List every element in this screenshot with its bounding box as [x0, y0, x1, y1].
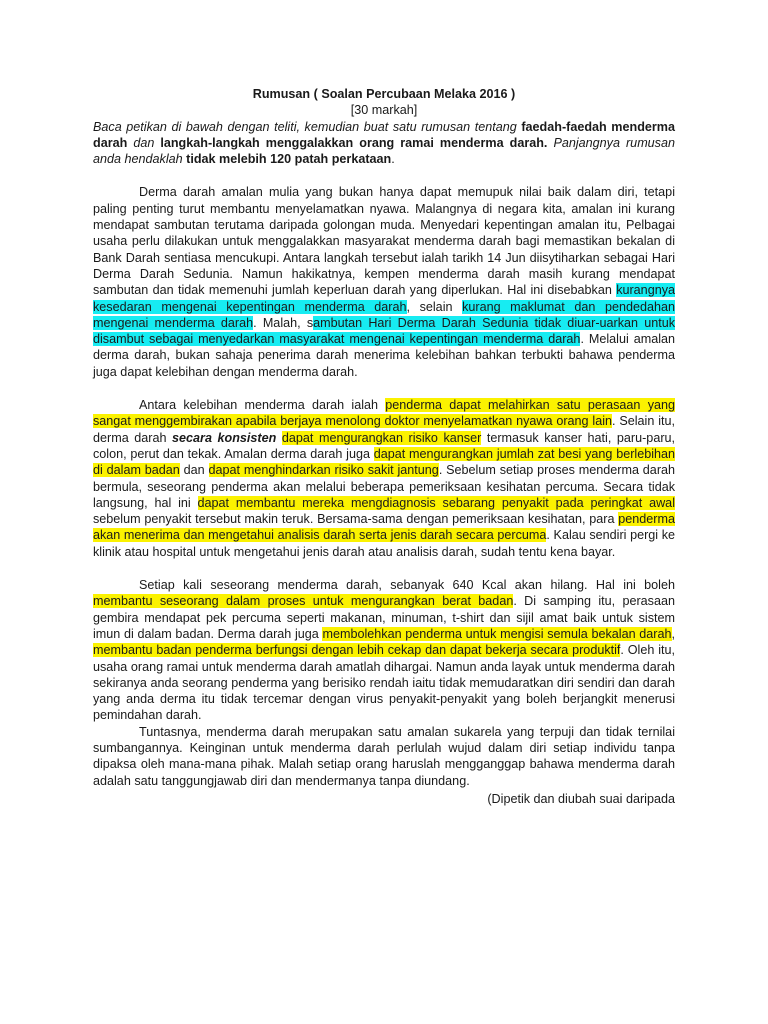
text-segment: . Malah, s [253, 315, 314, 330]
highlight-yellow: membantu seseorang dalam proses untuk mengurangkan berat badan [93, 594, 514, 609]
text-segment: . Oleh itu, usaha orang ramai untuk menderma darah amatlah dihargai. Namun anda layak untuk menderma darah sekiranya anda seorang penderma yang berisiko rendah iaitu tidak memudaratkan diri sendiri dan darah yang anda derma itu tidak tercemar dengan virus penyakit-penyakit yang boleh berjangkit menerusi pemindahan darah. [93, 643, 675, 723]
instruction-part: dan [127, 135, 161, 150]
instruction-text [93, 119, 675, 168]
text-segment: dan [179, 463, 209, 478]
source-citation: (Dipetik dan diubah suai daripada [487, 791, 675, 806]
highlight-yellow: dapat membantu mereka mengdiagnosis sebarang penyakit pada peringkat awal [197, 495, 675, 510]
text-segment: . Kalau sendiri pergi ke klinik atau hospital untuk mengetahui jenis darah atau analisis darah, sudah tentu kena bayar. [93, 528, 676, 559]
marks-label: [30 markah] [350, 103, 418, 118]
highlight-cyan: kurang maklumat dan pendedahan mengenai menderma darah [93, 299, 675, 330]
emphasis-text: secara konsisten [172, 430, 277, 445]
highlight-cyan: kurangnya kesedaran mengenai kepentingan menderma darah [93, 283, 675, 314]
paragraph-1 [93, 184, 675, 380]
text-segment: . Melalui amalan derma darah, bukan sahaja penerima darah menerima kelebihan bahkan terbukti bahawa penderma juga dapat kelebihan dengan menderma darah. [93, 332, 676, 379]
text-segment: termasuk kanser hati, paru-paru, colon, perut dan tekak. Amalan derma darah juga [93, 430, 676, 461]
instruction-keyword: faedah-faedah menderma darah [93, 119, 675, 150]
instruction-part: Baca petikan di bawah dengan teliti, kemudian buat satu rumusan tentang [93, 119, 522, 134]
highlight-yellow: membolehkan penderma untuk mengisi semula bekalan darah [322, 626, 672, 641]
document-page [93, 86, 675, 807]
highlight-yellow: penderma dapat melahirkan satu perasaan yang sangat menggembirakan apabila berjaya menolong doktor menyelamatkan nyawa orang lain [93, 398, 675, 429]
spacer [93, 380, 675, 397]
paragraph-4: Tuntasnya, menderma darah merupakan satu amalan sukarela yang terpuji dan tidak ternilai sumbangannya. Keinginan untuk menderma darah perlulah wujud dalam diri setiap individu tanpa dipaksa oleh mana-mana pihak. Malah setiap orang haruslah mengganggap bahawa menderma darah adalah satu tanggungjawab diri dan mendermanya tanpa diundang. [93, 724, 675, 788]
highlight-yellow: dapat menghindarkan risiko sakit jantung [208, 463, 439, 478]
spacer [93, 167, 675, 184]
text-segment: Derma darah amalan mulia yang bukan hanya dapat memupuk nilai baik dalam diri, tetapi paling penting turut membantu menyelamatkan nyawa. Malangnya di negara kita, amalan ini kurang mendapat sambutan terutama daripada golongan muda. Menyedari kepentingan amalan itu, Pelbagai usaha perlu dilakukan untuk menggalakkan masyarakat menderma darah bagi memastikan bekalan di Bank Darah sentiasa mencukupi. Antara langkah tersebut ialah tarikh 14 Jun diisytiharkan sebagai Hari Derma Darah Sedunia. Namun hakikatnya, kempen menderma darah masih kurang mendapat sambutan dan tidak memenuhi jumlah keperluan darah yang diperlukan. Hal ini disebabkan [93, 185, 675, 298]
text-segment: , [671, 626, 675, 641]
spacer [93, 560, 675, 577]
text-segment: Antara kelebihan menderma darah ialah [139, 398, 386, 413]
highlight-yellow: dapat mengurangkan risiko kanser [281, 430, 482, 445]
highlight-yellow: penderma akan menerima dan mengetahui analisis darah serta jenis darah secara percuma [93, 512, 675, 543]
highlight-yellow: membantu badan penderma berfungsi dengan lebih cekap dan dapat bekerja secara produktif [93, 643, 621, 658]
instruction-part: Panjangnya rumusan anda hendaklah [93, 135, 675, 167]
instruction-part: . [391, 152, 395, 167]
highlight-yellow: dapat mengurangkan jumlah zat besi yang berlebihan di dalam badan [93, 446, 676, 478]
text-segment: , selain [406, 299, 463, 314]
paragraph-2 [93, 397, 675, 560]
document-title: Rumusan ( Soalan Percubaan Melaka 2016 ) [252, 87, 516, 101]
text-segment: . Selain itu, derma darah [93, 414, 675, 445]
text-segment: . Di samping itu, perasaan gembira mendapat pek percuma seperti makanan, minuman, t-shirt dan sijil amat baik untuk sistem imun di dalam badan. Derma darah juga [93, 594, 675, 641]
text-segment: sebelum penyakit tersebut makin teruk. Bersama-sama dengan pemeriksaan kesihatan, para [93, 512, 619, 527]
text-segment: . Sebelum setiap proses menderma darah bermula, seseorang penderma akan melalui beberapa pemeriksaan kesihatan percuma. Secara tidak langsung, hal ini [93, 463, 676, 510]
instruction-keyword: tidak melebih 120 patah perkataan [186, 152, 392, 167]
highlight-cyan: ambutan Hari Derma Darah Sedunia tidak diuar-uarkan untuk disambut sebagai menyedarkan masyarakat mengenai kepentingan menderma darah [93, 315, 676, 347]
paragraph-3 [93, 577, 675, 724]
text-segment: Setiap kali seseorang menderma darah, sebanyak 640 Kcal akan hilang. Hal ini boleh [139, 578, 675, 593]
instruction-keyword: langkah-langkah menggalakkan orang ramai menderma darah. [160, 135, 548, 150]
